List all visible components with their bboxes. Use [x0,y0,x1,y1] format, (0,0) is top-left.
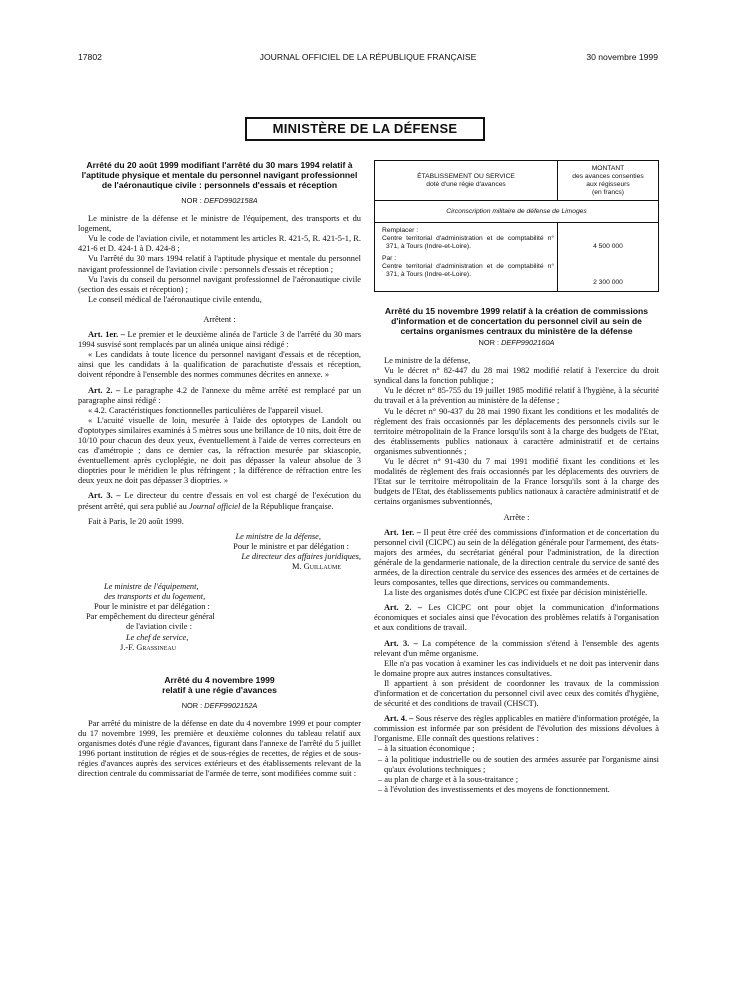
table-header-amount [558,161,659,201]
row-amount: 2 300 000 [593,279,623,286]
row-label: Par : [382,255,397,262]
header-line: (en francs) [592,188,624,196]
signature-line: Pour le ministre et par délégation : [233,541,349,551]
paragraph: Vu l'avis du conseil du personnel navigant professionnel de l'aéronautique civile (section des essais et réception) ; [78,274,361,294]
paragraph: Vu l'arrêté du 30 mars 1994 relatif à l'aptitude physique et mentale du personnel navigant professionnel de l'aviation civile : personnels d'essais et réception ; [78,254,361,274]
article-text: Il peut être créé des commissions d'information et de concertation du personnel civil (CICPC) au sein de la délégation générale pour l'armement, des états-majors des armées, du secrétariat général pour l'administration, de la direction générale de la gendarmerie nationale, de la direction centrale du service de santé des armées, de la direction centrale du service des essences des armées et de certaines de leurs composantes, telles que directions, services ou commandements. [374,527,660,588]
signature-prefix: J.-F. [120,642,137,652]
article-label: Art. 1er. – [88,330,125,340]
publication-date: 30 novembre 1999 [586,52,658,62]
signature-line: des transports et du logement, [104,592,206,602]
regie-table [374,160,659,292]
header-line: aux régisseurs [586,180,630,188]
table-row [375,201,659,223]
decree-1-title: Arrêté du 20 août 1999 modifiant l'arrêté du 30 mars 1994 relatif à l'aptitude physique et mentale du personnel navigant professionnel de l'aéronautique civile : personnels d'essais et réception [81,160,358,190]
signatory-name: Grassineau [136,642,177,652]
signature-line: Pour le ministre et par délégation : [94,602,210,612]
article-label: Art. 3. – [88,491,121,501]
article-3 [374,639,659,659]
paragraph: Le ministre de la défense et le ministre de l'équipement, des transports et du logement, [78,214,361,234]
signature-line: Le ministre de la défense, [235,531,321,541]
decree-2-title-1: Arrêté du 4 novembre 1999 [164,674,275,685]
arrete-label: Arrête : [503,512,530,522]
table-circonscription: Circonscription militaire de défense de Limoges [375,201,659,223]
signature-line: Le ministre de l'équipement, [104,582,199,592]
table-cell-establishments [375,223,558,292]
article-3 [78,491,361,511]
decree-2-title-2: relatif à une régie d'avances [162,684,277,695]
arrete-label: Arrêtent : [203,314,236,324]
row-text: Centre territorial d'administration et de comptabilité n° 371, à Tours (Indre-et-Loire). [382,263,554,278]
journal-title: JOURNAL OFFICIEL DE LA RÉPUBLIQUE FRANÇAISE [259,52,477,62]
article-text: Le paragraphe 4.2 de l'annexe du même arrêté est remplacé par un paragraphe ainsi rédigé : [78,385,362,405]
header-line: ÉTABLISSEMENT OU SERVICE [417,172,515,180]
nor-code: DEFP9902160A [501,338,555,347]
signature-name [86,643,361,653]
decree-3-nor [374,338,659,348]
page-number: 17802 [78,52,102,62]
table-header-establishment [375,161,558,201]
article-text: Sous réserve des règles applicables en matière d'information protégée, la commission est informée par son président de l'évolution des missions dévolues à l'organisme. Elle connaît des questions relatives : [374,714,659,744]
decree-1-nor [78,196,361,206]
decree-2-nor [78,701,361,711]
table-row [375,223,659,292]
article-label: Art. 1er. – [384,527,421,537]
signature-block-1 [78,532,361,572]
header-line: MONTANT [591,164,625,172]
article-label: Art. 4. – [384,714,414,724]
signature-prefix: M. [291,562,304,571]
signature-block-2 [78,582,361,653]
paragraph: Elle n'a pas vocation à examiner les cas individuels et ne doit pas intervenir dans le domaine propre aux autres instances consultatives. [374,658,659,678]
paragraph: Il appartient à son président de coordonner les travaux de la commission d'information et de concertation du personnel civil avec ceux des comités d'hygiène, de sécurité et des conditions de travail (CHSCT). [374,678,659,709]
signature-line: de l'aviation civile : [126,622,192,632]
header-line: des avances consenties [572,172,644,180]
right-column [374,160,659,795]
paragraph: Le ministre de la défense, [384,356,471,366]
article-label: Art. 2. – [88,385,121,395]
header-line: doté d'une régie d'avances [426,180,506,188]
paragraph: Le conseil médical de l'aéronautique civile entendu, [88,294,262,304]
nor-code: DEFD9902158A [203,196,258,205]
list-item: – à l'évolution des investissements et des moyens de fonctionnement. [378,784,610,794]
paragraph: La liste des organismes dotés d'une CICPC est fixée par décision ministérielle. [384,588,648,598]
list-item: – au plan de charge et à la sous-traitance ; [378,774,519,784]
article-text: Le premier et le deuxième alinéa de l'article 3 de l'arrêté du 30 mars 1994 susvisé sont remplacés par un alinéa unique ainsi rédigé : [78,330,362,350]
article-2 [78,386,361,406]
ministry-heading: MINISTÈRE DE LA DÉFENSE [245,117,485,141]
signature-line: Le directeur des affaires juridiques, [241,551,361,561]
nor-label: NOR : [181,196,204,205]
row-amount: 4 500 000 [593,243,623,250]
nor-label: NOR : [181,700,205,710]
paragraph: Vu le décret n° 85-755 du 19 juillet 1985 modifié relatif à l'hygiène, à la sécurité du travail et à la prévention au ministère de la défense ; [374,386,659,406]
nor-code: DEFF9902152A [204,700,258,710]
paragraph: Vu le code de l'aviation civile, et notamment les articles R. 421-5, R. 421-5-1, R. 421-6 et D. 424-1 à D. 424-8 ; [78,234,361,254]
list-item: – à la situation économique ; [378,744,475,754]
nor-label: NOR : [478,338,502,347]
article-2-quote-2: « L'acuité visuelle de loin, mesurée à l'aide des optotypes de Landolt ou d'optotypes similaires examinés à 5 mètres sous une brillance de 10 nits, doit être de 10/10 pour chacun des deux yeux, éventuellement à l'aide de verres correcteurs en cas d'amétropie ; dans ce dernier cas, la réfraction mesurée par skiascopie, éventuellement après cycloplégie, ne doit pas dépasser la valeur absolue de 3 dioptries pour le méridien le plus réfringent ; la différence de réfraction entre les deux yeux ne doit pas dépasser 3 dioptries. » [78,415,361,486]
article-text: Les CICPC ont pour objet la communication d'informations économiques et sociales ainsi que l'évocation des problèmes relatifs à l'organisation et aux conditions de travail. [374,603,659,633]
signing-place-date: Fait à Paris, le 20 août 1999. [88,516,184,526]
article-label: Art. 3. – [384,638,418,648]
table-cell-amounts [558,223,659,292]
row-text: Centre territorial d'administration et de comptabilité n° 371, à Tours (Indre-et-Loire). [382,235,554,250]
left-column [78,160,361,779]
signature-name [78,562,361,572]
article-2 [374,603,659,633]
paragraph: Par arrêté du ministre de la défense en date du 4 novembre 1999 et pour compter du 17 novembre 1999, les première et deuxième colonnes du tableau relatif aux organismes dotés d'une régie d'avances, figurant dans l'annexe de l'arrêté du 5 juillet 1996 portant institution de régies et de sous-régies de recettes, de régies et de sous-régies d'avances auprès des services extérieurs et des établissements relevant de la direction centrale du commissariat de l'armée de terre, sont modifiées comme suit : [78,718,361,779]
article-text: de la République française. [240,501,334,511]
article-label: Art. 2. – [384,603,422,613]
list-item: – à la politique industrielle ou de soutien des armées assurée par l'organisme ainsi qu'aux évolutions techniques ; [378,754,659,774]
article-text: Le directeur du centre d'essais en vol est chargé de l'exécution du présent arrêté, qui sera publié au [78,491,361,511]
article-1-quote: « Les candidats à toute licence du personnel navigant d'essais et de réception, ainsi que les candidats à la qualification de parachutiste d'essais et réception, doivent répondre à l'ensemble des normes communes décrites en annexe. » [78,350,361,380]
table-header-row [375,161,659,201]
paragraph: Vu le décret n° 90-437 du 28 mai 1990 fixant les conditions et les modalités de règlement des frais occasionnés par les déplacements des personnels civils sur le territoire métropolitain de la France lorsqu'ils sont à la charge des budgets de l'Etat, des établissements publics nationaux à caractère administratif et de certains organismes subventionnés ; [374,406,659,456]
paragraph: Vu le décret n° 82-447 du 28 mai 1982 modifié relatif à l'exercice du droit syndical dans la fonction publique ; [374,366,659,386]
signatory-name: Guillaume [303,562,341,571]
journal-officiel-ref: Journal officiel [188,501,241,511]
article-2-quote-1: « 4.2. Caractéristiques fonctionnelles particulières de l'appareil visuel. [88,405,323,415]
signature-line: Le chef de service, [126,632,189,642]
row-label: Remplacer : [382,227,419,234]
questions-list [374,744,659,794]
article-1 [78,330,361,350]
paragraph: Vu le décret n° 91-430 du 7 mai 1991 modifié fixant les conditions et les modalités de règlement des frais occasionnés par les déplacements des ouvriers de l'Etat sur le territoire métropolitain de la France lorsqu'ils sont à la charge des budgets de l'Etat, des établissements publics nationaux à caractère administratif et de certains organismes subventionnés, [374,457,659,507]
page-header [78,52,658,66]
decree-3-title: Arrêté du 15 novembre 1999 relatif à la création de commissions d'information et de concertation du personnel civil au sein de certains organismes centraux du ministère de la défense [384,306,649,336]
article-text: La compétence de la commission s'étend à l'ensemble des agents relevant d'un même organisme. [374,638,659,658]
article-4 [374,714,659,744]
signature-line: Par empêchement du directeur général [86,612,215,622]
article-1 [374,528,659,589]
